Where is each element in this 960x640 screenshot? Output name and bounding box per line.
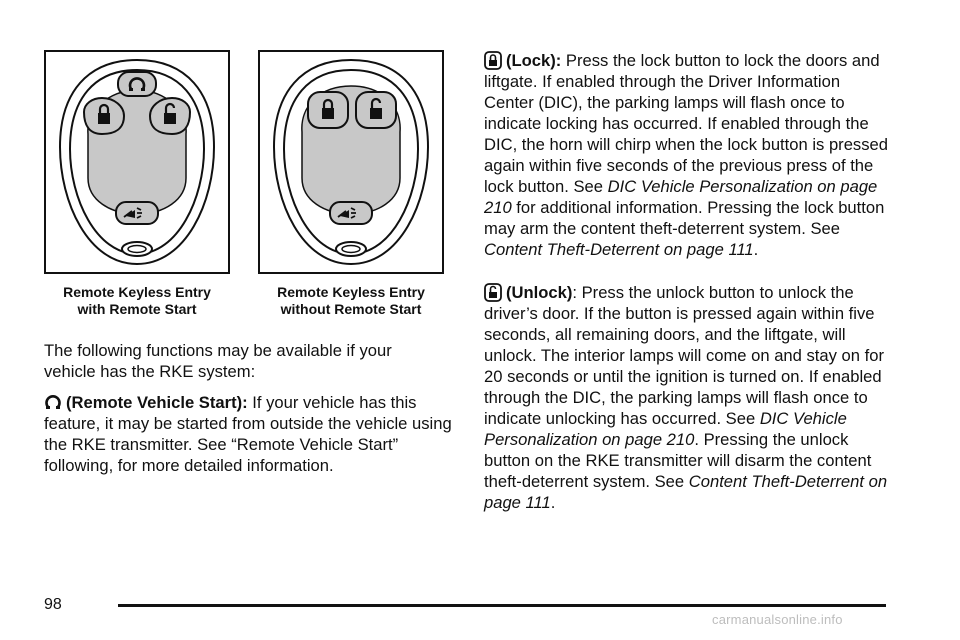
lock-text-2: for additional information. Pressing the lock button may arm the content theft-deterrent system. See bbox=[484, 198, 885, 238]
figure-caption-with-remote-start bbox=[37, 284, 237, 318]
unlock-icon bbox=[484, 282, 502, 302]
watermark[interactable]: carmanualsonline.info bbox=[712, 612, 843, 627]
remote-start-paragraph bbox=[44, 392, 454, 476]
unlock-reference-dic[interactable]: DIC Vehicle Personalization on page 210 bbox=[484, 409, 847, 449]
remote-start-text: If your vehicle has this feature, it may be started from outside the vehicle using the RKE transmitter. See “Remote Vehicle Start” following, for more detailed information. bbox=[44, 393, 452, 475]
panic-button[interactable] bbox=[330, 202, 372, 224]
lock-button[interactable] bbox=[308, 92, 348, 128]
lock-paragraph bbox=[484, 50, 894, 260]
intro-paragraph: The following functions may be available if your vehicle has the RKE system: bbox=[44, 341, 392, 381]
lock-reference-dic[interactable]: DIC Vehicle Personalization on page 210 bbox=[484, 177, 878, 217]
lock-icon bbox=[484, 50, 502, 70]
unlock-label: (Unlock) bbox=[506, 283, 573, 302]
key-fob-with-remote-start-illustration bbox=[46, 52, 228, 272]
remote-start-button[interactable] bbox=[118, 72, 156, 96]
lock-button[interactable] bbox=[84, 98, 124, 134]
lock-reference-theft[interactable]: Content Theft-Deterrent on page 111 bbox=[484, 240, 754, 259]
remote-start-label: (Remote Vehicle Start): bbox=[66, 393, 248, 412]
fob-figure-without-remote-start bbox=[258, 50, 444, 274]
caption-line: without Remote Start bbox=[280, 301, 422, 317]
unlock-paragraph bbox=[484, 282, 894, 513]
caption-line: Remote Keyless Entry bbox=[63, 284, 211, 300]
lock-text-1: Press the lock button to lock the doors and liftgate. If enabled through the Driver Information Center (DIC), the parking lamps will flash once to indicate locking has occurred. If enabled through the DIC, the horn will chirp when the lock button is pressed again within five seconds of the previous press of the lock button. See bbox=[484, 51, 888, 196]
unlock-reference-theft[interactable]: Content Theft-Deterrent on page 111 bbox=[484, 472, 888, 512]
lock-text-3: . bbox=[753, 240, 759, 259]
key-fob-without-remote-start-illustration bbox=[260, 52, 442, 272]
fob-figure-with-remote-start bbox=[44, 50, 230, 274]
unlock-button[interactable] bbox=[150, 98, 190, 134]
caption-line: Remote Keyless Entry bbox=[277, 284, 425, 300]
lock-label: (Lock): bbox=[506, 51, 562, 70]
unlock-text-3: . bbox=[550, 493, 556, 512]
page-number: 98 bbox=[44, 596, 62, 613]
panic-button[interactable] bbox=[116, 202, 158, 224]
unlock-text-2: . Pressing the unlock button on the RKE transmitter will disarm the content theft-deterrent system. See bbox=[484, 430, 872, 491]
footer-rule bbox=[118, 604, 886, 607]
remote-start-icon bbox=[44, 392, 62, 412]
caption-line: with Remote Start bbox=[77, 301, 197, 317]
unlock-text-1: : Press the unlock button to unlock the driver’s door. If the button is pressed again within five seconds, all remaining doors, and the liftgate, will unlock. The interior lamps will come on and stay on for 20 seconds or until the ignition is turned on. If enabled through the DIC, the parking lamps will flash once to indicate unlocking has occurred. See bbox=[484, 283, 884, 428]
unlock-button[interactable] bbox=[356, 92, 396, 128]
figure-caption-without-remote-start bbox=[251, 284, 451, 318]
